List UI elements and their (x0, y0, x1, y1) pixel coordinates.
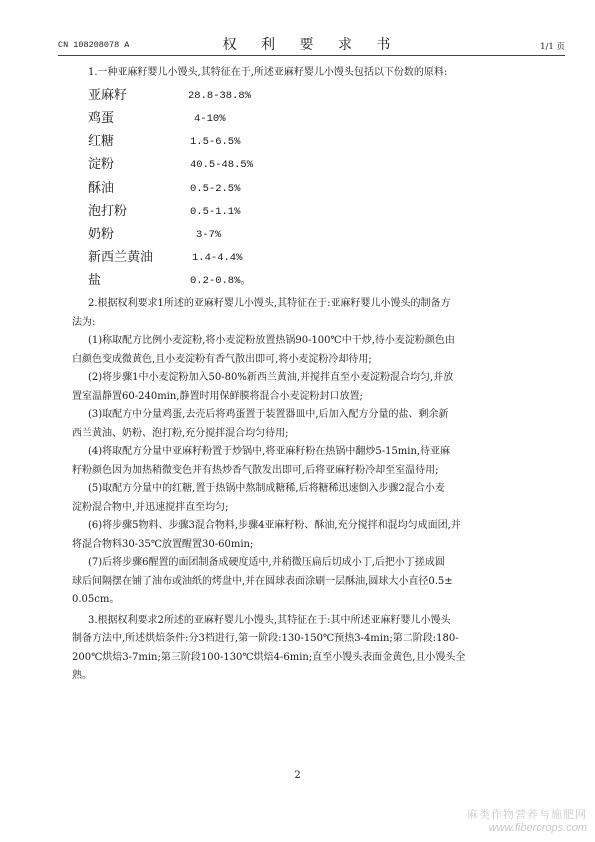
step-line: (2)将步骤1中小麦淀粉加入50-80%新西兰黄油,并搅拌直至小麦淀粉混合均匀,并放 (88, 372, 454, 384)
step-line: (7)后将步骤6醒置的面团制备成硬度适中,并稍微压扁后切成小丁,后把小丁搓成圆 (88, 557, 445, 569)
ingredient-row (88, 177, 540, 200)
ingredient-row (88, 224, 540, 247)
ingredient-value: 0.2-0.8%。 (190, 275, 251, 288)
ingredient-value: 0.5-2.5% (190, 182, 241, 195)
document-header (58, 34, 565, 54)
step-line: (3)取配方中分量鸡蛋,去壳后将鸡蛋置于装置器皿中,后加入配方分量的盐、剩余新 (88, 409, 449, 421)
claim-3-line: 熟。 (72, 670, 92, 682)
step-line: 西兰黄油、奶粉、泡打粉,充分搅拌混合均匀待用; (72, 427, 289, 439)
page-number: 2 (294, 770, 301, 781)
step-2 (72, 369, 540, 406)
ingredient-value: 0.5-1.1% (190, 205, 241, 218)
step-line: 置室温静置60-240min,静置时用保鲜膜将混合小麦淀粉封口放置; (72, 390, 363, 402)
ingredient-name: 鸡蛋 (88, 111, 115, 127)
doc-number: CN 108208078 A (58, 40, 130, 50)
ingredient-row (88, 270, 540, 293)
step-line: 淀粉混合物中,并迅速搅拌直至均匀; (72, 501, 229, 513)
ingredient-value: 28.8-38.8% (188, 89, 252, 102)
claim-2-intro-cont: 法为: (72, 316, 96, 328)
claim-3-line: 制备方法中,所述烘焙条件:分3档进行,第一阶段:130-150℃预热3-4min;第二阶段:180- (72, 633, 459, 645)
step-5 (72, 480, 540, 517)
step-line: (4)将取配方分量中亚麻籽粉置于炒锅中,将亚麻籽粉在热锅中翻炒5-15min,待亚麻 (88, 446, 451, 458)
step-line: (6)将步骤5物料、步骤3混合物料,步骤4亚麻籽粉、酥油,充分搅拌和混均匀成面团,并 (88, 520, 461, 532)
ingredient-name: 盐 (88, 273, 102, 289)
watermark-url: www.fibercrops.com (488, 822, 587, 834)
claim-3 (72, 612, 540, 686)
step-line: 籽粉颜色因为加热稍微变色并有热炒香气散发出即可,后将亚麻籽粉冷却至室温待用; (72, 464, 439, 476)
step-line: 白颜色变成微黄色,且小麦淀粉有香气散出即可,将小麦淀粉冷却待用; (72, 353, 372, 365)
ingredient-name: 红糖 (88, 134, 115, 150)
page-title: 权 利 要 求 书 (222, 37, 401, 53)
claim-2 (72, 295, 540, 332)
step-line: 0.05cm。 (72, 594, 120, 606)
step-1 (72, 332, 540, 369)
ingredient-row (88, 154, 540, 177)
step-line: 球后间隔摆在铺了油布或油纸的烤盘中,并在圆球表面涂刷一层酥油,圆球大小直径0.5± (72, 575, 453, 587)
step-line: (5)取配方分量中的红糖,置于热锅中熬制成糖稀,后将糖稀迅速倒入步骤2混合小麦 (88, 483, 445, 495)
ingredient-name: 新西兰黄油 (88, 250, 154, 266)
ingredient-row (88, 247, 540, 270)
ingredient-value: 3-7% (196, 228, 222, 241)
ingredient-table (88, 85, 540, 294)
step-6 (72, 517, 540, 554)
ingredient-row (88, 131, 540, 154)
ingredient-row (88, 200, 540, 223)
ingredient-value: 4-10% (194, 113, 226, 126)
claim-2-intro: 2.根据权利要求1所述的亚麻籽婴儿小馒头,其特征在于:亚麻籽婴儿小馒头的制备方 (88, 298, 451, 310)
header-divider (58, 55, 565, 56)
claim-1-intro: 1.一种亚麻籽婴儿小馒头,其特征在于,所述亚麻籽婴儿小馒头包括以下份数的原料: (88, 67, 448, 78)
ingredient-name: 酥油 (88, 180, 115, 196)
page-info: 1/1 页 (540, 42, 565, 52)
ingredient-name: 淀粉 (88, 157, 115, 173)
ingredient-row (88, 85, 540, 108)
claim-3-line: 3.根据权利要求2所述的亚麻籽婴儿小馒头,其特征在于:其中所述亚麻籽婴儿小馒头 (88, 614, 451, 626)
ingredient-name: 奶粉 (88, 226, 115, 242)
ingredient-value: 40.5-48.5% (190, 159, 254, 172)
ingredient-name: 亚麻籽 (88, 87, 128, 103)
claims-body (72, 64, 540, 686)
watermark (467, 806, 587, 834)
step-line: (1)称取配方比例小麦淀粉,将小麦淀粉放置热锅90-100℃中干炒,待小麦淀粉颜色由 (88, 335, 455, 347)
step-line: 将混合物料30-35℃放置醒置30-60min; (72, 538, 254, 550)
step-7 (72, 554, 540, 610)
ingredient-name: 泡打粉 (88, 203, 128, 219)
claim-3-line: 200℃烘焙3-7min;第三阶段100-130℃烘焙4-6min;直至小馒头表面金黄色,且小馒头全 (72, 651, 466, 663)
watermark-site-name: 麻类作物营养与施肥网 (467, 809, 587, 821)
ingredient-row (88, 108, 540, 131)
ingredient-value: 1.4-4.4% (192, 252, 243, 265)
step-4 (72, 443, 540, 480)
step-3 (72, 406, 540, 443)
ingredient-value: 1.5-6.5% (190, 136, 241, 149)
